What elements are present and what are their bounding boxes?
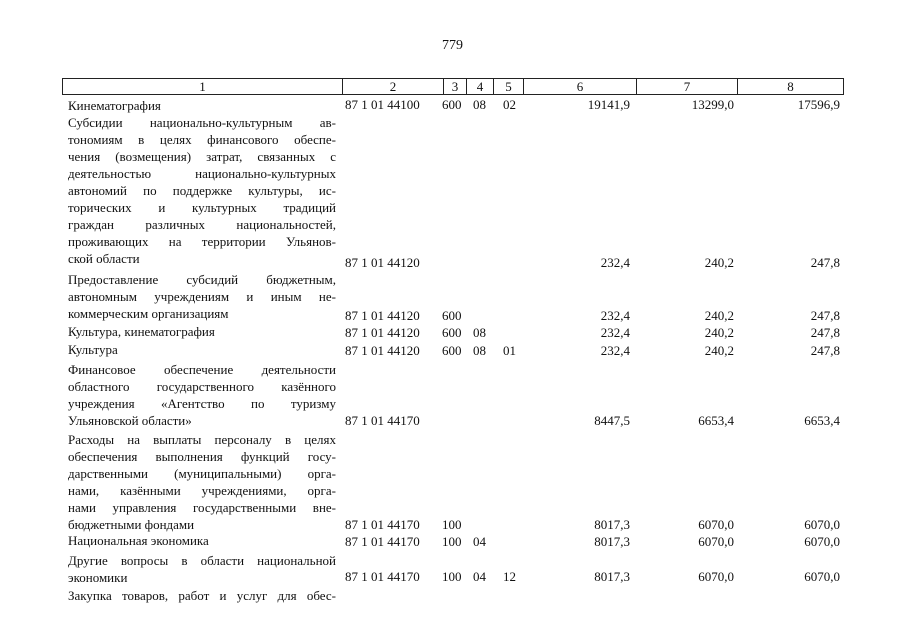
- row-description-line: автономий по поддержке культуры, ис-: [68, 183, 336, 198]
- subsection-code: 02: [503, 97, 516, 112]
- expense-type: 600: [442, 97, 462, 112]
- value-col7: 240,2: [704, 343, 734, 358]
- target-code: 87 1 01 44170: [345, 413, 420, 428]
- section-code: 08: [473, 325, 486, 340]
- column-header-1: 1: [62, 78, 343, 95]
- value-col6: 232,4: [600, 325, 630, 340]
- value-col7: 240,2: [704, 255, 734, 270]
- section-code: 04: [473, 534, 486, 549]
- expense-type: 100: [442, 534, 462, 549]
- row-description-line: Финансовое обеспечение деятельности: [68, 362, 336, 377]
- value-col6: 8017,3: [594, 534, 630, 549]
- row-description-line: коммерческим организациям: [68, 306, 229, 321]
- value-col7: 6653,4: [698, 413, 734, 428]
- value-col6: 8447,5: [594, 413, 630, 428]
- value-col6: 8017,3: [594, 517, 630, 532]
- value-col6: 232,4: [600, 308, 630, 323]
- column-header-2: 2: [342, 78, 444, 95]
- target-code: 87 1 01 44120: [345, 255, 420, 270]
- row-description-line: Национальная экономика: [68, 533, 209, 548]
- subsection-code: 12: [503, 569, 516, 584]
- expense-type: 100: [442, 517, 462, 532]
- value-col6: 8017,3: [594, 569, 630, 584]
- row-description-line: Закупка товаров, работ и услуг для обес-: [68, 588, 336, 603]
- value-col7: 6070,0: [698, 569, 734, 584]
- expense-type: 600: [442, 325, 462, 340]
- value-col8: 17596,9: [797, 97, 840, 112]
- value-col7: 240,2: [704, 308, 734, 323]
- row-description-line: чения (возмещения) затрат, связанных с: [68, 149, 336, 164]
- target-code: 87 1 01 44170: [345, 517, 420, 532]
- row-description-line: нами, казёнными учреждениями, орга-: [68, 483, 336, 498]
- target-code: 87 1 01 44170: [345, 569, 420, 584]
- row-description-line: торических и культурных традиций: [68, 200, 336, 215]
- value-col8: 6070,0: [804, 517, 840, 532]
- row-description: Кинематография: [68, 98, 161, 113]
- column-header-6: 6: [523, 78, 637, 95]
- target-code: 87 1 01 44120: [345, 308, 420, 323]
- row-description-line: деятельностью национально-культурных: [68, 166, 336, 181]
- row-description-line: Культура: [68, 342, 118, 357]
- row-description-line: Культура, кинематография: [68, 324, 215, 339]
- section-code: 04: [473, 569, 486, 584]
- value-col8: 6070,0: [804, 534, 840, 549]
- row-description-line: Субсидии национально-культурным ав-: [68, 115, 336, 130]
- column-header-3: 3: [443, 78, 467, 95]
- row-description-line: обеспечения выполнения функций госу-: [68, 449, 336, 464]
- row-description-line: бюджетными фондами: [68, 517, 195, 532]
- row-description-line: нами управления государственными вне-: [68, 500, 336, 515]
- row-description-line: граждан различных национальностей,: [68, 217, 336, 232]
- value-col7: 240,2: [704, 325, 734, 340]
- row-description-line: областного государственного казённого: [68, 379, 336, 394]
- row-description-line: Предоставление субсидий бюджетным,: [68, 272, 336, 287]
- value-col8: 247,8: [810, 343, 840, 358]
- row-description-line: Ульяновской области»: [68, 413, 192, 428]
- page-number: 779: [442, 38, 463, 53]
- row-description-line: тономиям в целях финансового обеспе-: [68, 132, 336, 147]
- row-description-line: проживающих на территории Ульянов-: [68, 234, 336, 249]
- value-col8: 247,8: [810, 325, 840, 340]
- row-description-line: экономики: [68, 570, 128, 585]
- section-code: 08: [473, 97, 486, 112]
- column-header-4: 4: [466, 78, 494, 95]
- row-description-line: учреждения «Агентство по туризму: [68, 396, 336, 411]
- target-code: 87 1 01 44100: [345, 97, 420, 112]
- value-col8: 6070,0: [804, 569, 840, 584]
- expense-type: 600: [442, 343, 462, 358]
- target-code: 87 1 01 44120: [345, 343, 420, 358]
- value-col6: 232,4: [600, 343, 630, 358]
- value-col6: 19141,9: [587, 97, 630, 112]
- row-description-line: автономным учреждениям и иным не-: [68, 289, 336, 304]
- value-col8: 247,8: [810, 255, 840, 270]
- value-col7: 6070,0: [698, 534, 734, 549]
- value-col8: 247,8: [810, 308, 840, 323]
- value-col6: 232,4: [600, 255, 630, 270]
- row-description-line: ской области: [68, 251, 140, 266]
- subsection-code: 01: [503, 343, 516, 358]
- section-code: 08: [473, 343, 486, 358]
- column-header-5: 5: [493, 78, 524, 95]
- row-description-line: дарственными (муниципальными) орга-: [68, 466, 336, 481]
- column-header-7: 7: [636, 78, 738, 95]
- row-description-line: Расходы на выплаты персоналу в целях: [68, 432, 336, 447]
- value-col7: 6070,0: [698, 517, 734, 532]
- column-header-8: 8: [737, 78, 844, 95]
- target-code: 87 1 01 44170: [345, 534, 420, 549]
- row-description-line: Другие вопросы в области национальной: [68, 553, 336, 568]
- expense-type: 100: [442, 569, 462, 584]
- value-col8: 6653,4: [804, 413, 840, 428]
- value-col7: 13299,0: [691, 97, 734, 112]
- expense-type: 600: [442, 308, 462, 323]
- target-code: 87 1 01 44120: [345, 325, 420, 340]
